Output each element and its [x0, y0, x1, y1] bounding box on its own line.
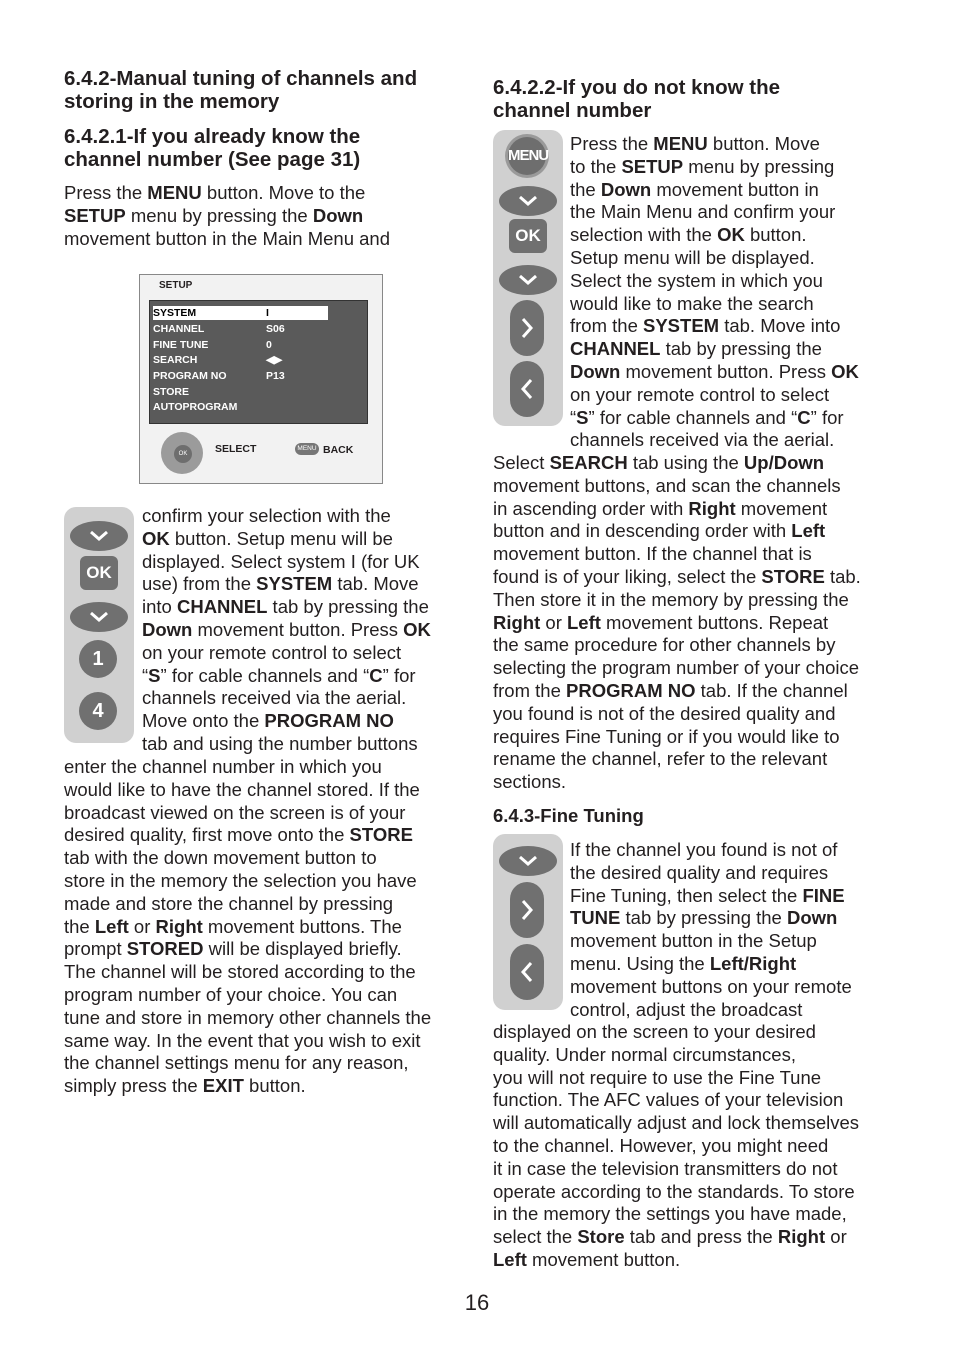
down-button-icon: [70, 602, 128, 632]
subsection-heading-right: 6.4.2.2-If you do not know the channel number: [493, 76, 781, 122]
text-line: prompt STORED will be displayed briefly.: [64, 938, 402, 960]
text-line: select the Store tab and press the Right or: [493, 1226, 847, 1248]
back-label: BACK: [323, 444, 354, 456]
text-line: the Main Menu and confirm your: [570, 201, 836, 223]
text-line: If the channel you found is not of: [570, 839, 838, 860]
ok-button-icon: OK: [509, 219, 547, 253]
text-line: Right or Left movement buttons. Repeat: [493, 611, 829, 633]
text-line: made and store the channel by pressing: [64, 892, 394, 914]
text-line: Fine Tuning, then select the FINE: [570, 884, 845, 906]
text-line: Press the MENU button. Move to the: [64, 182, 366, 203]
text-line: use) from the SYSTEM tab. Move: [142, 573, 419, 595]
text-line: simply press the EXIT button.: [64, 1075, 306, 1097]
fine-tuning-wrap: [570, 839, 890, 1021]
text-line: requires Fine Tuning or if you would like to: [493, 725, 840, 747]
ok-button-icon: OK: [80, 556, 118, 590]
right-body-wrap: [570, 133, 890, 452]
text-line: it in case the television transmitters do not: [493, 1157, 838, 1179]
text-line: found is of your liking, select the STORE tab.: [493, 565, 861, 587]
text-line: you will not require to use the Fine Tune: [493, 1066, 822, 1088]
text-line: menu. Using the Left/Right: [570, 952, 797, 974]
text-line: Left movement button.: [493, 1248, 681, 1270]
setup-menu-item: FINE TUNE: [153, 339, 209, 351]
text-line: Move onto the PROGRAM NO: [142, 710, 394, 732]
text-line: into CHANNEL tab by pressing the: [142, 596, 429, 618]
text-line: rename the channel, refer to the relevant: [493, 748, 828, 770]
page-number: 16: [464, 1290, 490, 1315]
text-line: selecting the program number of your choice: [493, 657, 860, 679]
section-heading: 6.4.2-Manual tuning of channels and storing in the memory: [64, 67, 418, 113]
text-line: movement buttons, and scan the channels: [493, 474, 841, 496]
text-line: Then store it in the memory by pressing the: [493, 588, 849, 610]
text-line: on your remote control to select: [142, 641, 402, 663]
text-line: will automatically adjust and lock themselves: [493, 1112, 860, 1134]
ok-key-icon: OK: [174, 445, 192, 463]
subsection-heading: 6.4.2.1-If you already know the channel number (See page 31): [64, 125, 361, 171]
text-line: sections.: [493, 771, 567, 793]
setup-menu-item: STORE: [153, 386, 189, 398]
right-button-icon: [510, 300, 544, 356]
down-button-icon: [70, 521, 128, 551]
text-line: SETUP menu by pressing the Down: [64, 204, 364, 226]
left-body-wrap: [142, 505, 472, 756]
text-line: enter the channel number in which you: [64, 756, 382, 777]
text-line: from the PROGRAM NO tab. If the channel: [493, 679, 848, 701]
text-line: same way. In the event that you wish to exit: [64, 1029, 421, 1051]
text-line: channels received via the aerial.: [142, 687, 407, 709]
text-line: TUNE tab by pressing the Down: [570, 907, 838, 929]
setup-menu-value: S06: [266, 323, 285, 335]
text-line: Press the MENU button. Move: [570, 133, 820, 154]
right-body-paragraph: [493, 452, 893, 794]
down-button-icon: [499, 186, 557, 216]
text-line: in the memory the settings you have made,: [493, 1203, 847, 1225]
text-line: from the SYSTEM tab. Move into: [570, 315, 841, 337]
setup-menu-value: P13: [266, 370, 285, 382]
setup-menu-title: SETUP: [159, 280, 193, 291]
number-4-button-icon: 4: [79, 692, 117, 730]
intro-paragraph: [64, 182, 444, 250]
text-line: broadcast viewed on the screen is of your: [64, 801, 406, 823]
down-button-icon: [499, 265, 557, 295]
setup-menu-item: SEARCH: [153, 354, 198, 366]
setup-menu-item: CHANNEL: [153, 323, 205, 335]
text-line: “S” for cable channels and “C” for: [142, 664, 416, 686]
text-line: movement button in the Main Menu and: [64, 227, 390, 249]
text-line: to the SETUP menu by pressing: [570, 155, 835, 177]
number-1-button-icon: 1: [79, 640, 117, 678]
text-line: displayed on the screen to your desired: [493, 1021, 816, 1042]
left-button-icon: [510, 944, 544, 1000]
text-line: “S” for cable channels and “C” for: [570, 406, 844, 428]
text-line: movement button. If the channel that is: [493, 543, 812, 565]
text-line: to the channel. However, you might need: [493, 1134, 829, 1156]
setup-menu-item: SYSTEM: [153, 306, 328, 320]
text-line: you found is not of the desired quality and: [493, 702, 836, 724]
text-line: displayed. Select system I (for UK: [142, 550, 420, 572]
text-line: Select SEARCH tab using the Up/Down: [493, 452, 825, 473]
text-line: tab with the down movement button to: [64, 847, 377, 869]
down-button-icon: [499, 846, 557, 876]
text-line: program number of your choice. You can: [64, 983, 398, 1005]
text-line: movement button in the Setup: [570, 930, 817, 952]
text-line: tab and using the number buttons: [142, 732, 418, 754]
text-line: in ascending order with Right movement: [493, 497, 828, 519]
text-line: OK button. Setup menu will be: [142, 527, 393, 549]
text-line: operate according to the standards. To store: [493, 1180, 855, 1202]
text-line: channels received via the aerial.: [570, 429, 835, 451]
select-label: SELECT: [215, 443, 257, 455]
setup-menu-value: 0: [266, 339, 272, 351]
text-line: The channel will be stored according to the: [64, 961, 416, 983]
text-line: CHANNEL tab by pressing the: [570, 338, 822, 360]
menu-button-icon: MENU: [505, 134, 549, 178]
text-line: would like to make the search: [570, 292, 814, 314]
text-line: Down movement button. Press OK: [570, 360, 859, 382]
text-line: the Down movement button in: [570, 178, 819, 200]
text-line: store in the memory the selection you have: [64, 869, 417, 891]
text-line: selection with the OK button.: [570, 224, 807, 246]
left-button-icon: [510, 361, 544, 417]
text-line: on your remote control to select: [570, 383, 830, 405]
text-line: the desired quality and requires: [570, 861, 829, 883]
right-button-icon: [510, 882, 544, 938]
text-line: movement buttons on your remote: [570, 975, 852, 997]
setup-menu-value: I: [266, 307, 269, 319]
text-line: the Left or Right movement buttons. The: [64, 915, 402, 937]
text-line: tune and store in memory other channels the: [64, 1006, 432, 1028]
setup-menu-item: PROGRAM NO: [153, 370, 227, 382]
setup-menu-value: ◀▶: [266, 354, 283, 366]
text-line: would like to have the channel stored. If the: [64, 778, 420, 800]
text-line: Down movement button. Press OK: [142, 618, 431, 640]
text-line: desired quality, first move onto the STORE: [64, 824, 413, 846]
text-line: function. The AFC values of your television: [493, 1089, 844, 1111]
text-line: Select the system in which you: [570, 269, 823, 291]
text-line: button and in descending order with Left: [493, 520, 826, 542]
menu-key-icon: MENU: [295, 443, 319, 455]
text-line: control, adjust the broadcast: [570, 998, 803, 1020]
text-line: Setup menu will be displayed.: [570, 246, 815, 268]
setup-menu-item: AUTOPROGRAM: [153, 401, 238, 413]
text-line: the channel settings menu for any reason,: [64, 1052, 409, 1074]
left-body-paragraph: [64, 756, 474, 1098]
text-line: confirm your selection with the: [142, 505, 391, 526]
text-line: the same procedure for other channels by: [493, 634, 836, 656]
fine-tuning-heading: 6.4.3-Fine Tuning: [493, 805, 644, 826]
text-line: quality. Under normal circumstances,: [493, 1043, 796, 1065]
fine-tuning-paragraph: [493, 1021, 893, 1272]
